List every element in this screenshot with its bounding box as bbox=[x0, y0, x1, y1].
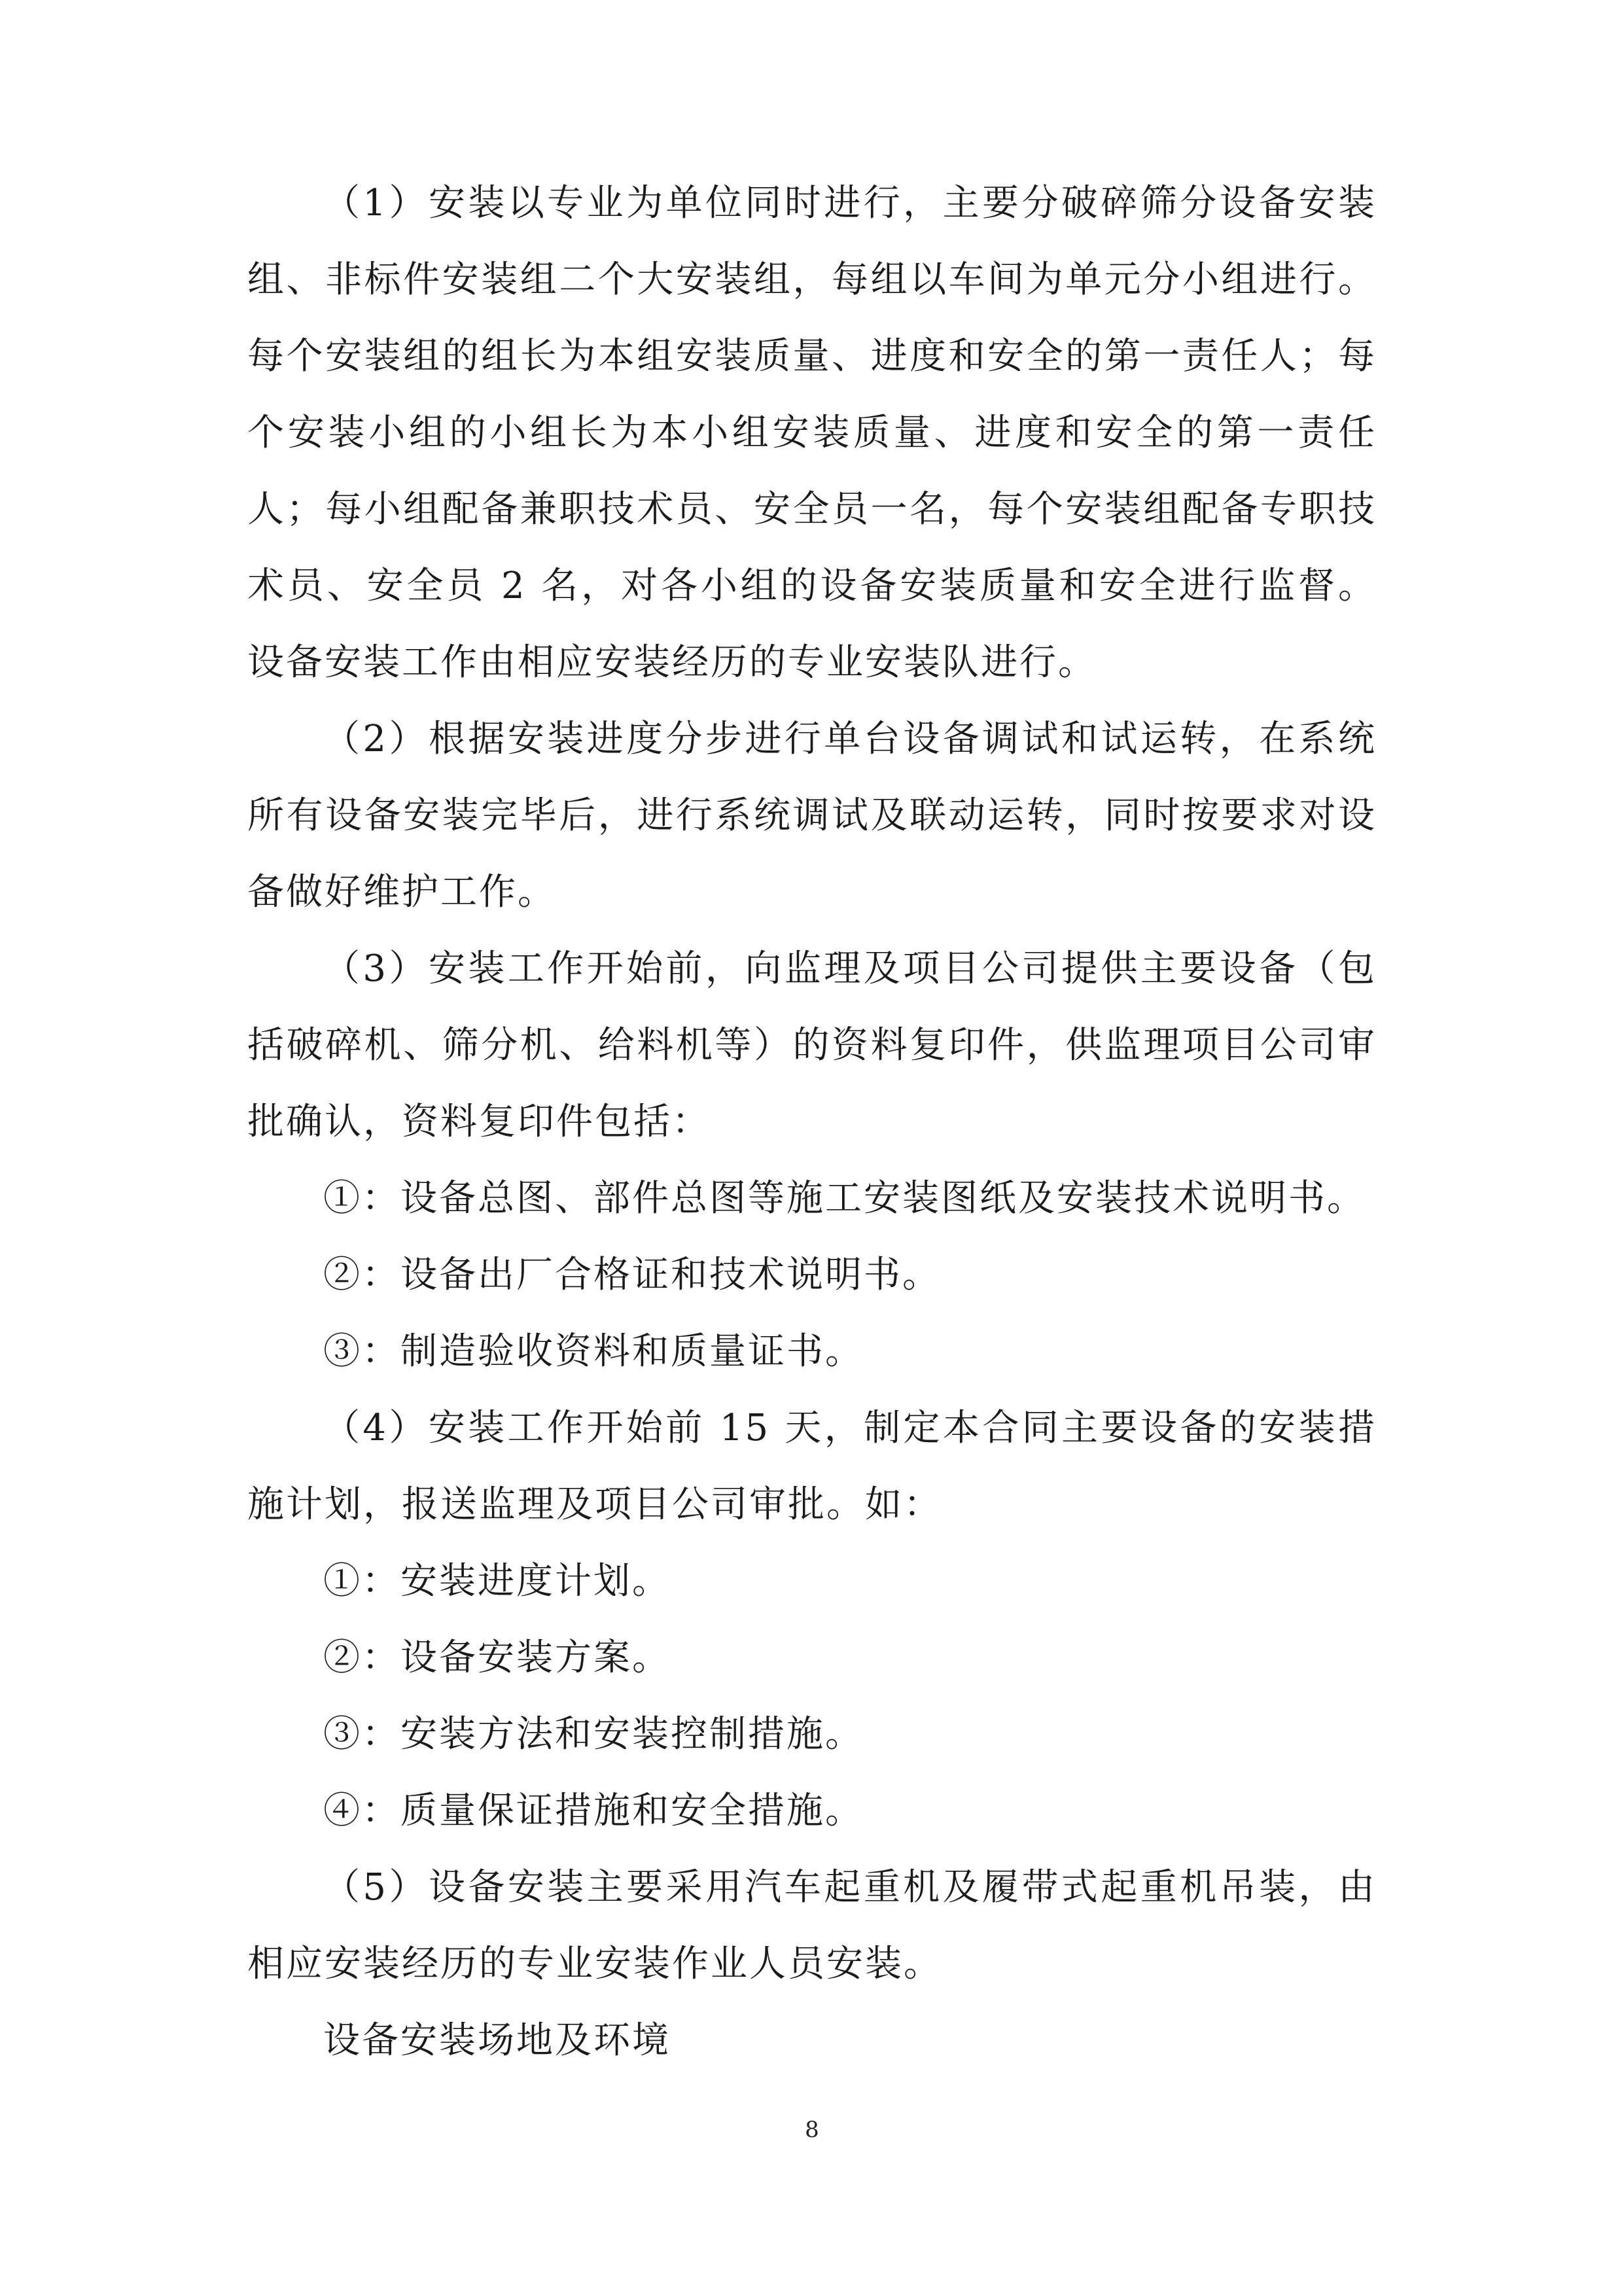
paragraph-lifting-method: （5）设备安装主要采用汽车起重机及履带式起重机吊装，由相应安装经历的专业安装作业人员安装。 bbox=[247, 1866, 1377, 1985]
paragraph-commissioning: （2）根据安装进度分步进行单台设备调试和试运转，在系统所有设备安装完毕后，进行系统调试及联动运转，同时按要求对设备做好维护工作。 bbox=[247, 718, 1377, 913]
document-body bbox=[247, 165, 1377, 2079]
paragraph-document-submission: （3）安装工作开始前，向监理及项目公司提供主要设备（包括破碎机、筛分机、给料机等）的资料复印件，供监理项目公司审批确认，资料复印件包括： bbox=[247, 947, 1377, 1143]
list-item: ③：制造验收资料和质量证书。 bbox=[323, 1330, 864, 1373]
page-number: 8 bbox=[805, 2117, 819, 2143]
list-item: ②：设备出厂合格证和技术说明书。 bbox=[323, 1254, 941, 1296]
list-item: ①：设备总图、部件总图等施工安装图纸及安装技术说明书。 bbox=[323, 1177, 1366, 1220]
section-heading-site-environment: 设备安装场地及环境 bbox=[323, 2019, 671, 2062]
paragraph-installation-plan: （4）安装工作开始前 15 天，制定本合同主要设备的安装措施计划，报送监理及项目公司审批。如： bbox=[247, 1407, 1377, 1526]
list-item: ④：质量保证措施和安全措施。 bbox=[323, 1790, 864, 1832]
list-item: ①：安装进度计划。 bbox=[323, 1560, 671, 1602]
list-item: ②：设备安装方案。 bbox=[323, 1636, 671, 1679]
paragraph-installation-organization: （1）安装以专业为单位同时进行，主要分破碎筛分设备安装组、非标件安装组二个大安装组，每组以车间为单元分小组进行。每个安装组的组长为本组安装质量、进度和安全的第一责任人；每个安装小组的小组长为本小组安装质量、进度和安全的第一责任人；每小组配备兼职技术员、安全员一名，每个安装组配备专职技术员、安全员 2 名，对各小组的设备安装质量和安全进行监督。设备安装工作由相应安装经历的专业安装队进行。 bbox=[247, 182, 1377, 684]
list-item: ③：安装方法和安装控制措施。 bbox=[323, 1713, 864, 1756]
